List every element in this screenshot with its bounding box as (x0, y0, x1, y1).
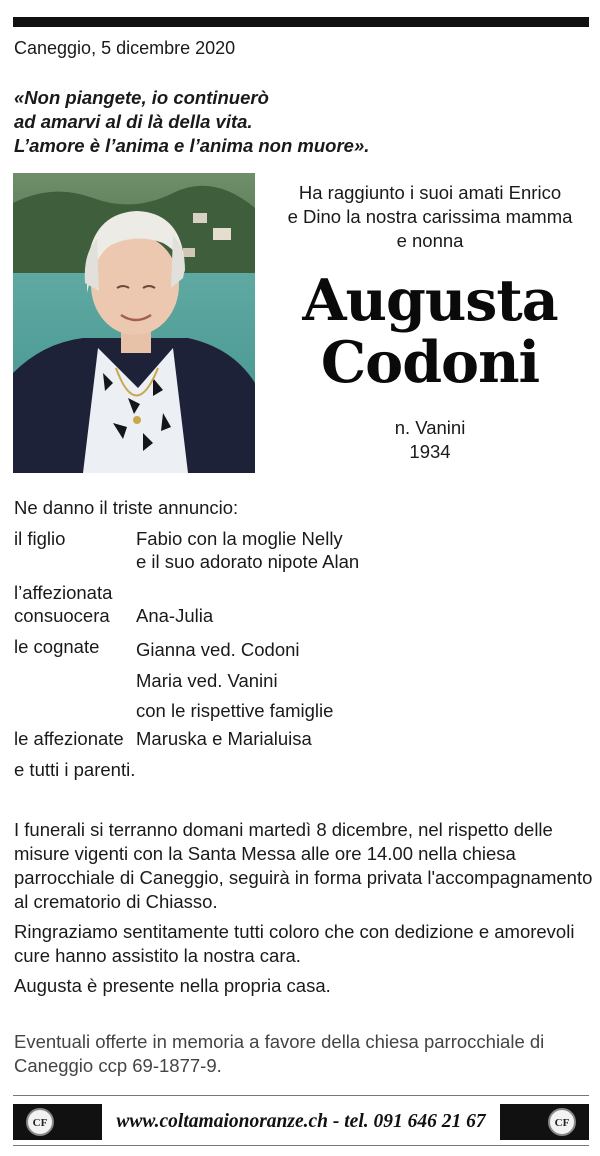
last-name: Codoni (320, 329, 540, 396)
emblem-letters: CF (554, 1117, 570, 1129)
relative-label: l’affezionata consuocera (14, 582, 113, 626)
birth-year: 1934 (409, 441, 451, 462)
relative-name: Fabio con la moglie Nelly (136, 528, 343, 549)
maiden-name: n. Vanini (394, 417, 466, 438)
funeral-home-emblem-icon (547, 1107, 577, 1137)
relatives-list (14, 527, 359, 782)
portrait-photo (13, 173, 255, 473)
thanks-message: Ringraziamo sentitamente tutti coloro che con dedizione e amorevoli cure hanno assistito la nostra cara. (14, 921, 575, 966)
reached-line: e nonna (396, 230, 464, 251)
first-name: Augusta (302, 267, 558, 334)
relative-row (14, 727, 359, 758)
deceased-name (270, 267, 590, 396)
relative-name: Gianna ved. Codoni (136, 639, 300, 660)
funeral-home-emblem-icon (25, 1107, 55, 1137)
footer-contact: www.coltamaionoranze.ch - tel. 091 646 21 67 (102, 1104, 499, 1140)
relative-name: e il suo adorato nipote Alan (136, 551, 360, 572)
reached-line: Ha raggiunto i suoi amati Enrico (298, 182, 562, 203)
relative-label: e tutti i parenti. (14, 759, 136, 780)
reached-line: e Dino la nostra carissima mamma (287, 206, 573, 227)
funeral-home-footer (13, 1104, 589, 1140)
relative-row (14, 758, 359, 782)
relative-name: Ana-Julia (136, 605, 214, 626)
separator-rule (13, 1095, 589, 1096)
offerings-note: Eventuali offerte in memoria a favore della chiesa parrocchiale di Caneggio ccp 69-1877-9. (14, 1031, 545, 1076)
emblem-letters: CF (32, 1117, 48, 1129)
relative-name: Maruska e Marialuisa (136, 728, 312, 749)
quote-line: ad amarvi al di là della vita. (14, 111, 253, 132)
birth-info (270, 416, 590, 464)
announcement-heading: Ne danno il triste annuncio: (14, 497, 239, 518)
relative-label: il figlio (14, 528, 66, 549)
reached-message (270, 181, 590, 253)
epitaph-quote (14, 86, 369, 158)
relative-name: Maria ved. Vanini (136, 669, 278, 691)
quote-line: L’amore è l’anima e l’anima non muore». (14, 135, 370, 156)
visitation-note: Augusta è presente nella propria casa. (14, 975, 331, 996)
place-date: Caneggio, 5 dicembre 2020 (14, 38, 236, 58)
relative-row (14, 581, 359, 635)
relative-row (14, 527, 359, 581)
separator-rule (13, 1145, 589, 1146)
top-rule (13, 17, 589, 27)
funeral-notice (14, 818, 594, 1004)
relative-row (14, 635, 359, 727)
relative-name: con le rispettive famiglie (136, 700, 334, 721)
relative-label: le affezionate (14, 728, 124, 749)
relative-label: le cognate (14, 636, 100, 657)
quote-line: «Non piangete, io continuerò (14, 87, 269, 108)
portrait-illustration (13, 173, 255, 473)
funeral-details: I funerali si terranno domani martedì 8 dicembre, nel rispetto delle misure vigenti con la Santa Messa alle ore 14.00 nella chiesa parrocchiale di Caneggio, seguirà in forma privata l'accompagnamento al crematorio di Chiasso. (14, 819, 593, 912)
